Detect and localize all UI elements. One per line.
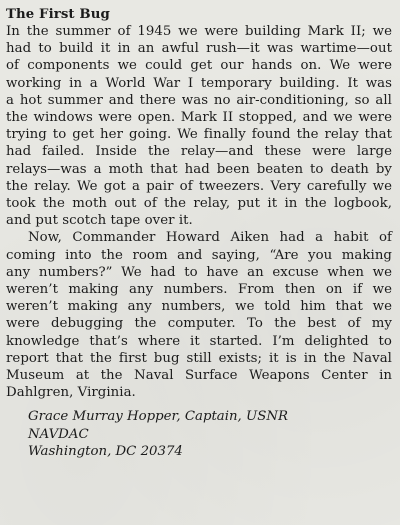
text-line: weren’t making any numbers. From then on if we xyxy=(6,282,392,298)
text-line: a hot summer and there was no air-conditioning, so all xyxy=(6,92,392,108)
text-line: of components we could get our hands on. We were xyxy=(6,58,392,74)
text-line: trying to get her going. We finally found the relay that xyxy=(6,127,392,143)
signature-line: Grace Murray Hopper, Captain, USNR xyxy=(28,409,288,425)
signature-line: Washington, DC 20374 xyxy=(28,444,183,460)
text-line: weren’t making any numbers, we told him that we xyxy=(6,299,392,315)
text-line: any numbers?” We had to have an excuse when we xyxy=(6,264,392,280)
signature-line: NAVDAC xyxy=(28,426,89,442)
text-line: Museum at the Naval Surface Weapons Center in xyxy=(6,368,392,384)
text-line: were debugging the computer. To the best of my xyxy=(6,316,392,332)
text-line: the relay. We got a pair of tweezers. Very carefully we xyxy=(6,178,392,194)
text-line: knowledge that’s where it started. I’m delighted to xyxy=(6,333,392,349)
article-title: The First Bug xyxy=(6,7,110,22)
text-line: had to build it in an awful rush—it was wartime—out xyxy=(6,41,392,57)
text-line: Now, Commander Howard Aiken had a habit of xyxy=(28,230,392,246)
text-line: report that the first bug still exists; it is in the Naval xyxy=(6,350,392,366)
text-line: and put scotch tape over it. xyxy=(6,213,193,229)
text-line: had failed. Inside the relay—and these were large xyxy=(6,144,392,160)
text-line: working in a World War I temporary building. It was xyxy=(6,75,392,91)
text-line: Dahlgren, Virginia. xyxy=(6,385,136,401)
paragraph-1 xyxy=(6,23,392,229)
text-line: took the moth out of the relay, put it in the logbook, xyxy=(6,196,392,212)
text-line: coming into the room and saying, “Are you making xyxy=(6,247,392,263)
paragraph-2 xyxy=(6,229,392,401)
text-line: In the summer of 1945 we were building Mark II; we xyxy=(6,24,392,39)
text-line: relays—was a moth that had been beaten to death by xyxy=(6,161,392,177)
signature-block xyxy=(28,408,392,461)
text-line: the windows were open. Mark II stopped, and we were xyxy=(6,110,392,126)
